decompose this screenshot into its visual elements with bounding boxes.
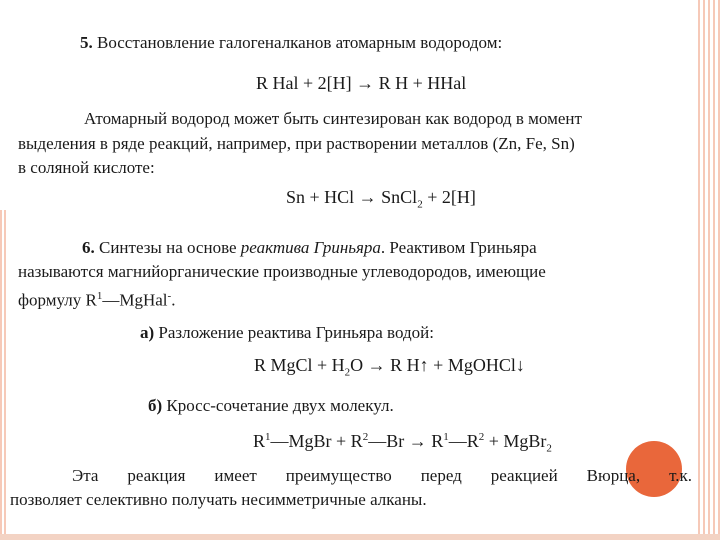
final-line-1: [72, 466, 692, 486]
slide-bottom-band: [0, 534, 720, 540]
final-line-1-text: Эта реакция имеет преимущество перед реакцией Вюрца, т.к.: [72, 466, 692, 485]
decorative-stripe-right: [698, 0, 720, 540]
equation-cross-coupling: [253, 426, 552, 460]
section-6-line-1: [82, 238, 537, 258]
section-5-heading: [80, 33, 502, 53]
section-6-line-2: называются магнийорганические производные углеводородов, имеющие: [18, 262, 546, 281]
formula-text-b: —MgHal: [102, 290, 168, 310]
section-6-italic-term: реактива Гриньяра: [240, 238, 381, 257]
final-line-2: позволяет селективно получать несимметричные алканы.: [10, 490, 427, 509]
cc-r1b-sup: 1: [443, 431, 449, 443]
subsection-a-heading: [140, 323, 434, 343]
section-5-number: 5.: [80, 33, 93, 52]
section-6-line-3: [18, 286, 175, 311]
section-6-text-b: . Реактивом Гриньяра: [380, 238, 537, 257]
paragraph-5-line-1: [84, 109, 696, 129]
decorative-stripe-left: [0, 210, 8, 540]
equation-grignard-water: [254, 354, 525, 384]
paragraph-5-line-1-text: Атомарный водород может быть синтезирован как водород в момент: [84, 109, 582, 128]
cc-part-3: —Br → R: [368, 431, 444, 451]
formula-sup-2: -: [167, 290, 172, 302]
cc-part-4: —R: [448, 431, 479, 451]
equation-tin-hcl: [286, 186, 476, 216]
cc-r1-sup: 1: [265, 431, 271, 443]
equation-water-subscript: 2: [344, 366, 351, 379]
formula-text-c: .: [171, 290, 176, 310]
equation-tin-part-1: Sn + HCl → SnCl: [286, 187, 418, 207]
equation-tin-part-2: + 2[H]: [422, 187, 476, 207]
cc-r2-sup: 2: [362, 431, 369, 443]
cc-part-2: —MgBr + R: [270, 431, 363, 451]
cc-r1: R: [253, 431, 266, 451]
cc-part-5: + MgBr: [484, 431, 547, 451]
subsection-b-label: б): [148, 396, 163, 415]
paragraph-5-line-2: выделения в ряде реакций, например, при растворении металлов (Zn, Fe, Sn): [18, 134, 575, 153]
section-6-number: 6.: [82, 238, 95, 257]
subsection-a-text: Разложение реактива Гриньяра водой:: [154, 323, 434, 342]
equation-water-part-2: O → R H↑ + MgOHCl↓: [350, 355, 525, 375]
subsection-b-text: Кросс-сочетание двух молекул.: [162, 396, 394, 415]
subsection-b-heading: [148, 396, 394, 416]
equation-tin-subscript: 2: [417, 198, 423, 211]
formula-text-a: формулу R: [18, 290, 97, 310]
subsection-a-label: а): [140, 323, 155, 342]
formula-sup-1: 1: [96, 290, 103, 302]
section-5-title: Восстановление галогеналканов атомарным водородом:: [92, 33, 503, 52]
section-6-text-a: Синтезы на основе: [94, 238, 241, 257]
equation-water-part-1: R MgCl + H: [254, 355, 345, 375]
paragraph-5-line-3: в соляной кислоте:: [18, 158, 155, 177]
cc-r2b-sup: 2: [478, 431, 485, 443]
cc-mgbr-sub: 2: [546, 442, 552, 455]
equation-reduction: R Hal + 2[H] → R H + HHal: [256, 73, 467, 93]
